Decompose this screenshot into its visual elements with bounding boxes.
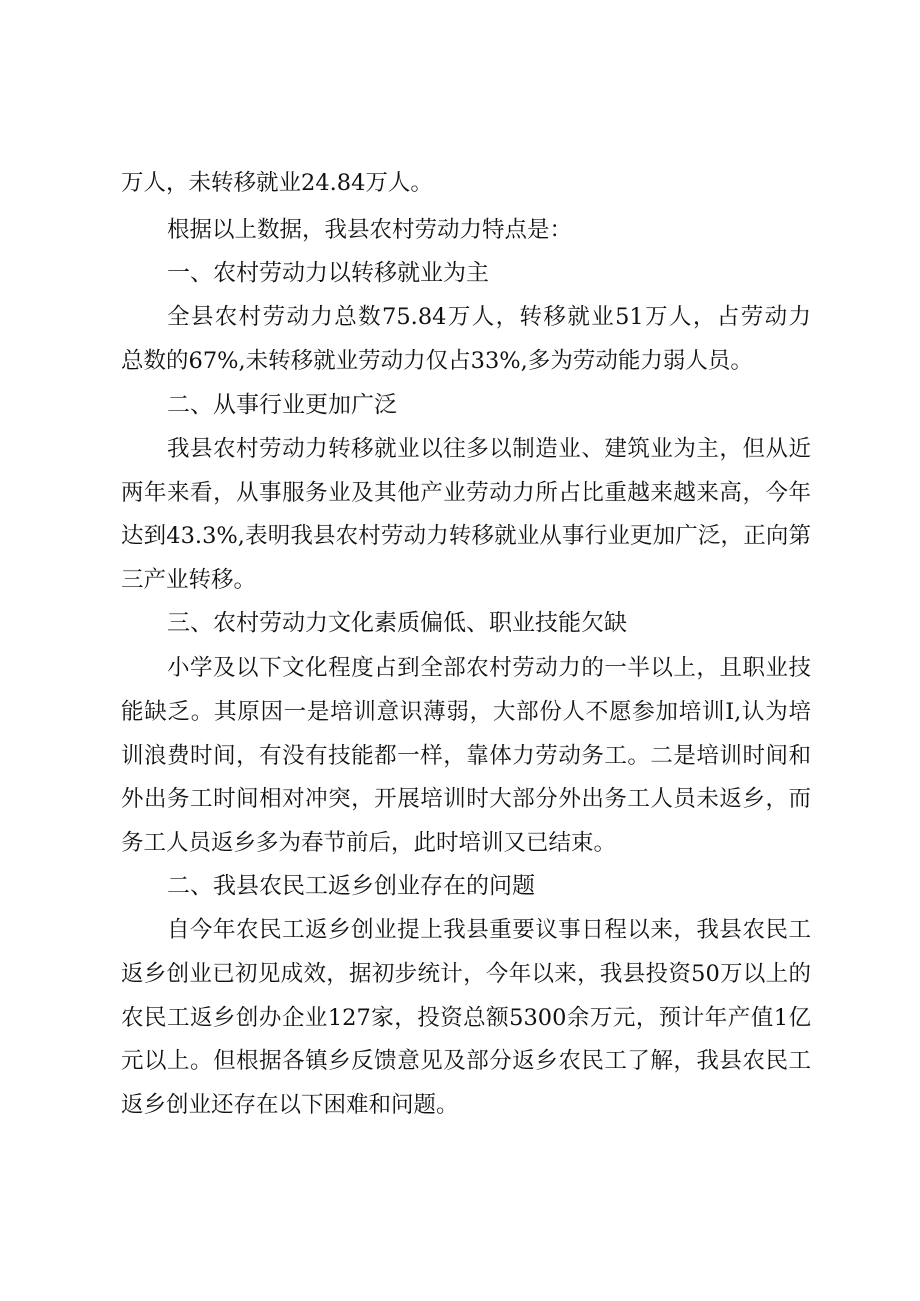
paragraph-line: 全县农村劳动力总数75.84万人，转移就业51万人，占劳动力 — [167, 304, 811, 330]
paragraph-line: 根据以上数据，我县农村劳动力特点是： — [167, 217, 573, 243]
paragraph-line: 达到43.3%,表明我县农村劳动力转移就业从事行业更加广泛，正向第 — [121, 523, 811, 549]
paragraph-line: 务工人员返乡多为春节前后，此时培训又已结束。 — [121, 830, 617, 856]
paragraph-line: 训浪费时间，有没有技能都一样，靠体力劳动务工。二是培训时间和 — [121, 743, 811, 769]
paragraph-line: 我县农村劳动力转移就业以往多以制造业、建筑业为主，但从近 — [167, 436, 811, 462]
section-heading: 一、农村劳动力以转移就业为主 — [167, 260, 489, 286]
paragraph-line: 元以上。但根据各镇乡反馈意见及部分返乡农民工了解，我县农民工 — [121, 1048, 811, 1074]
paragraph-line: 两年来看，从事服务业及其他产业劳动力所占比重越来越来高，今年 — [121, 480, 811, 506]
section-heading: 二、我县农民工返乡创业存在的问题 — [167, 873, 535, 899]
paragraph-line: 小学及以下文化程度占到全部农村劳动力的一半以上，且职业技 — [167, 655, 811, 681]
paragraph-line: 返乡创业还存在以下困难和问题。 — [121, 1092, 459, 1118]
paragraph-line: 农民工返乡创办企业127家，投资总额5300余万元，预计年产值1亿 — [121, 1005, 811, 1031]
paragraph-line: 三产业转移。 — [121, 567, 257, 593]
section-heading: 三、农村劳动力文化素质偏低、职业技能欠缺 — [167, 610, 627, 636]
section-heading: 二、从事行业更加广泛 — [167, 392, 397, 418]
paragraph-line: 自今年农民工返乡创业提上我县重要议事日程以来，我县农民工 — [167, 917, 811, 943]
paragraph-line: 返乡创业已初见成效，据初步统计，今年以来，我县投资50万以上的 — [121, 961, 811, 987]
paragraph-line: 万人，未转移就业24.84万人。 — [121, 170, 433, 196]
paragraph-line: 外出务工时间相对冲突，开展培训时大部分外出务工人员未返乡，而 — [121, 786, 811, 812]
paragraph-line: 能缺乏。其原因一是培训意识薄弱，大部份人不愿参加培训I,认为培 — [121, 699, 811, 725]
paragraph-line: 总数的67%,未转移就业劳动力仅占33%,多为劳动能力弱人员。 — [121, 348, 753, 374]
